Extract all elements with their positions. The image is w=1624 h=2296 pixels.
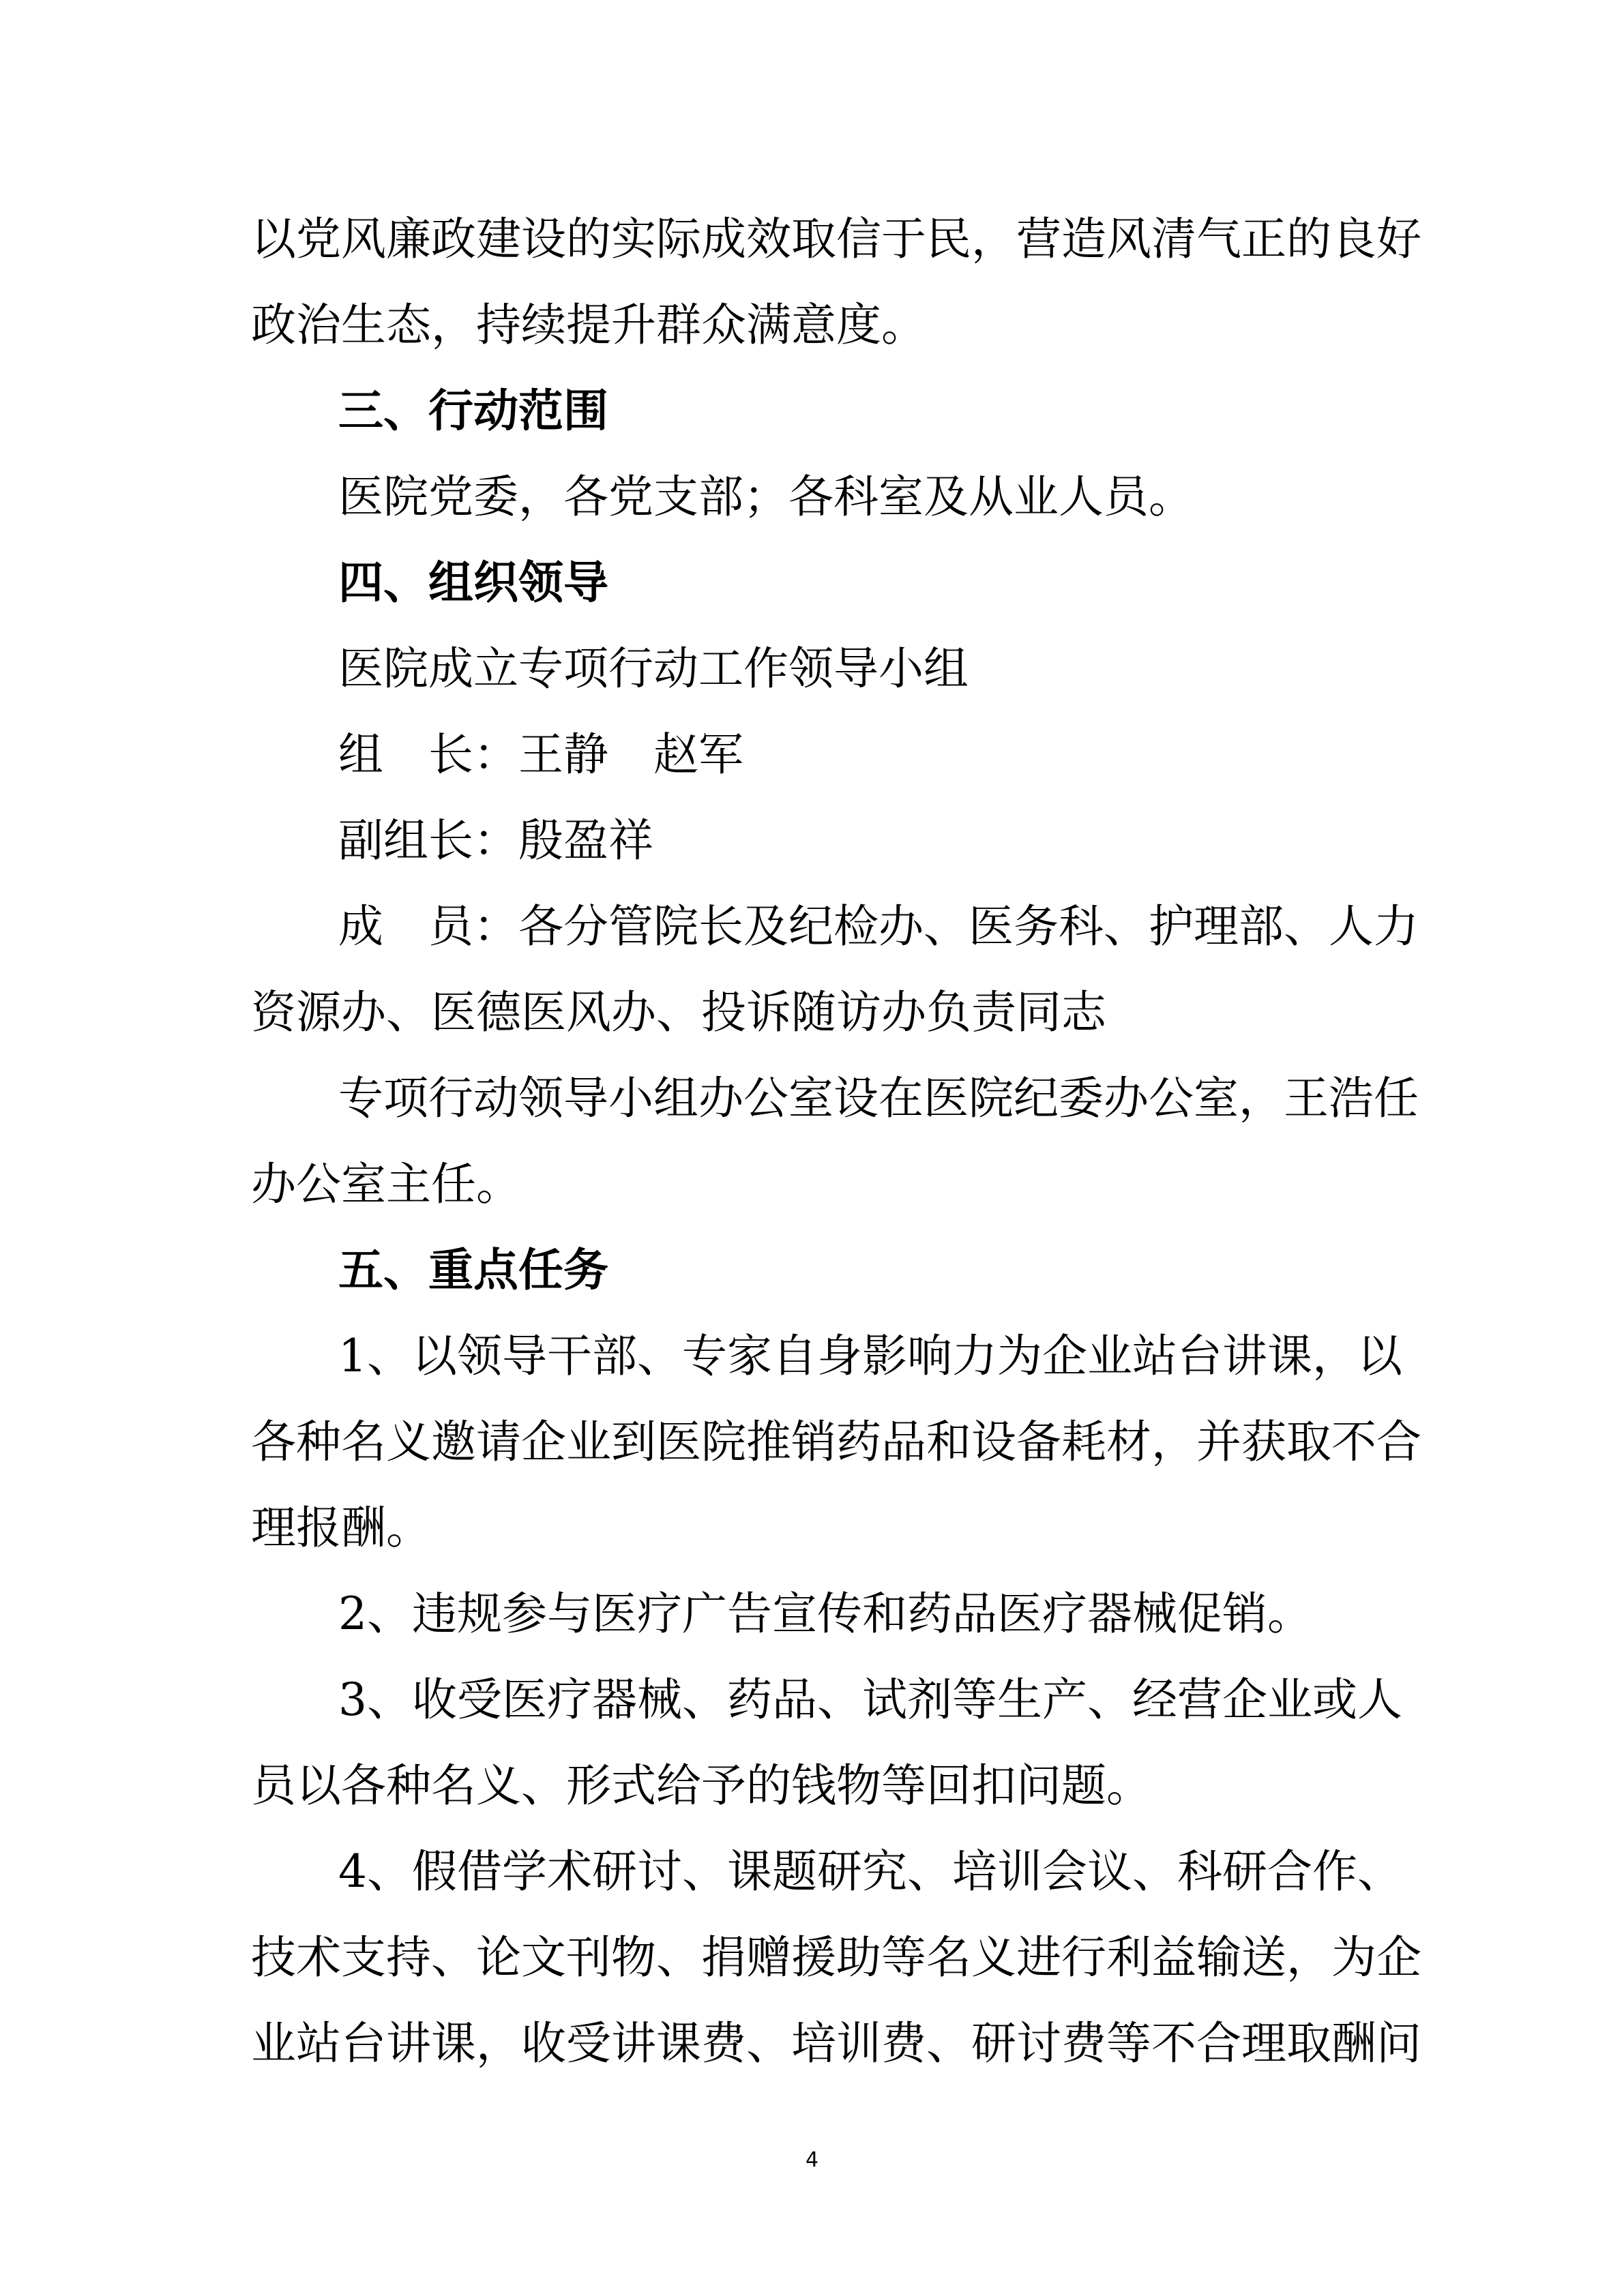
- paragraph-line-4: 医院成立专项行动工作领导小组: [338, 642, 969, 695]
- paragraph-line-3: 医院党委，各党支部；各科室及从业人员。: [338, 471, 1194, 523]
- members-line-1: 成 员：各分管院长及纪检办、医务科、护理部、人力: [338, 900, 1419, 953]
- task-1-line-3: 理报酬。: [251, 1502, 431, 1554]
- task-4-line-2: 技术支持、论文刊物、捐赠援助等名义进行利益输送，为企: [251, 1931, 1421, 1984]
- paragraph-line-2: 政治生态，持续提升群众满意度。: [251, 299, 926, 351]
- deputy-leader-line: 副组长：殷盈祥: [338, 814, 653, 867]
- team-leader-line: 组 长：王静 赵军: [338, 728, 743, 781]
- section-heading-organization: 四、组织领导: [338, 556, 608, 609]
- section-heading-tasks: 五、重点任务: [338, 1244, 608, 1296]
- task-2-line-1: 2、违规参与医疗广告宣传和药品医疗器械促销。: [338, 1587, 1312, 1640]
- task-1-line-1: 1、以领导干部、专家自身影响力为企业站台讲课，以: [338, 1330, 1402, 1382]
- paragraph-line-1: 以党风廉政建设的实际成效取信于民，营造风清气正的良好: [251, 213, 1421, 265]
- office-line-1: 专项行动领导小组办公室设在医院纪委办公室，王浩任: [338, 1072, 1419, 1124]
- members-line-2: 资源办、医德医风办、投诉随访办负责同志: [251, 986, 1106, 1039]
- task-4-line-1: 4、假借学术研讨、课题研究、培训会议、科研合作、: [338, 1845, 1402, 1898]
- section-heading-scope: 三、行动范围: [338, 385, 608, 437]
- office-line-2: 办公室主任。: [251, 1158, 521, 1210]
- page-number: 4: [805, 2148, 819, 2172]
- task-3-line-1: 3、收受医疗器械、药品、试剂等生产、经营企业或人: [338, 1673, 1402, 1726]
- task-1-line-2: 各种名义邀请企业到医院推销药品和设备耗材，并获取不合: [251, 1416, 1421, 1468]
- task-3-line-2: 员以各种名义、形式给予的钱物等回扣问题。: [251, 1759, 1151, 1812]
- task-4-line-3: 业站台讲课，收受讲课费、培训费、研讨费等不合理取酬问: [251, 2017, 1421, 2070]
